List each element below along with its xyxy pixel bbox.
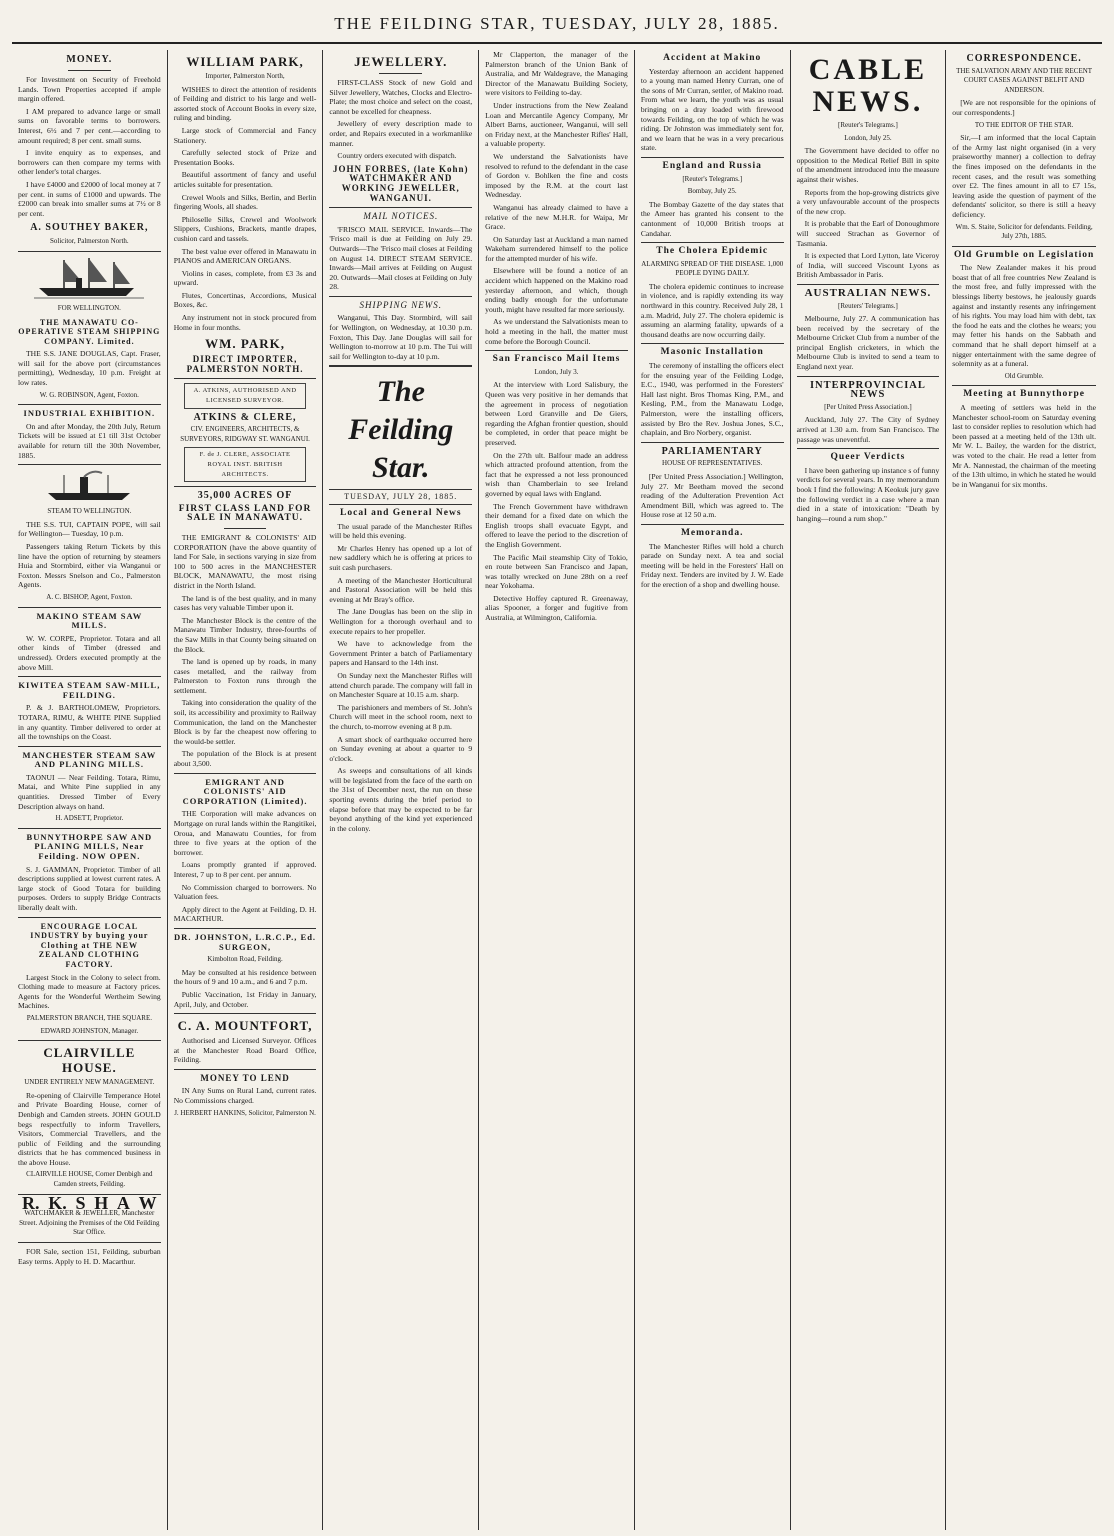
cable-news-para: Reports from the hop-growing districts give a very unfavourable account of the prospects of the new crop. bbox=[796, 187, 940, 216]
column-6 bbox=[791, 50, 947, 1530]
money-para: I AM prepared to advance large or small sums on favorable terms to borrowers. Interest, 6½ and 7 per cent.—according to amount required; 8 per cent. small sums. bbox=[18, 106, 161, 145]
interprovincial-heading: INTERPROVINCIAL NEWS bbox=[809, 379, 926, 401]
rks-letter: K. bbox=[48, 1192, 67, 1213]
money-heading: MONEY. bbox=[66, 54, 113, 65]
mountfort-body: Authorised and Licensed Surveyor. Offices at the Manchester Road Board Office, Feilding. bbox=[173, 1036, 317, 1065]
news-para: Mr Clapperton, the manager of the Palmerston branch of the Union Bank of Australia, and Mr Waldegrave, the Managing Director of the Manawatu Building Society, were visitors to Feilding to-day. bbox=[485, 50, 628, 98]
tui-body: Passengers taking Return Tickets by this line have the option of returning by steamers Huia and Stormbird, either via Wanganui or Foxton. Messrs Snelson and Co., Palmerston Agents. bbox=[18, 542, 161, 590]
corporation-para: No Commission charged to borrowers. No Valuation fees. bbox=[173, 882, 317, 902]
old-grumble-heading: Old Grumble on Legislation bbox=[953, 249, 1095, 260]
old-grumble-body: The New Zealander makes it his proud boast that of all free countries New Zealand is the most free, and fully impressed with the blessings liberty bestows, he jealously guards against and instantly resents any infringement of his rights. You may load him with debt, tax the food he eats and the clothes he wears; you may fetter his hands on the Sabbath and command that he shall deport himself at a nigger entertainment with the same degree of solemnity as at a funeral. bbox=[952, 263, 1096, 369]
correspondence-body: Sir,—I am informed that the local Captain of the Army last night organised (in a very praiseworthy manner) a collection to defray the fines imposed on the defendants in the recent cases, and the result was something over £2. The fines amount in all to £7 15s, leaving aside the question of payment of the defendants' solicitor, so there is still a heavy deficiency. bbox=[952, 133, 1096, 219]
clairville-tail: CLAIRVILLE HOUSE, Corner Denbigh and Camden streets, Feilding. bbox=[26, 1170, 153, 1189]
sf-mail-para: The Pacific Mail steamship City of Tokio, en route between San Francisco and Japan, was totally wrecked on June 28th on a reef near Yokohama. bbox=[485, 552, 628, 591]
park-para: Flutes, Concertinas, Accordions, Musical Boxes, &c. bbox=[173, 290, 317, 310]
exhibition-heading: INDUSTRIAL EXHIBITION. bbox=[23, 408, 156, 419]
money-para: For Investment on Security of Freehold Lands. Town Properties accepted if ample margin offered. bbox=[18, 75, 161, 104]
correspondence-to: TO THE EDITOR OF THE STAR. bbox=[974, 120, 1074, 129]
cholera-sub: ALARMING SPREAD OF THE DISEASE. 1,000 PEOPLE DYING DAILY. bbox=[641, 259, 784, 278]
park-para: Violins in cases, complete, from £3 3s and upward. bbox=[173, 268, 317, 288]
park-sub: Importer, Palmerston North, bbox=[205, 72, 285, 80]
atkins-clere-sub: CIV. ENGINEERS, ARCHITECTS, & SURVEYORS, RIDGWAY ST. WANGANUI. bbox=[180, 425, 310, 443]
johnston-sub: Kimbolton Road, Feilding. bbox=[207, 955, 283, 964]
local-news-heading: Local and General News bbox=[340, 508, 462, 519]
corporation-para: Loans promptly granted if approved. Interest, 7 up to 8 per cent. per annum. bbox=[173, 860, 317, 879]
memoranda-body: The Manchester Rifles will hold a church parade on Sunday next. A tea and social meeting will be held in the Foresters' Hall on Friday next. Tenders are invited by J. W. Eade for the erection of a shop and dwelling house. bbox=[640, 541, 784, 589]
news-para: We understand the Salvationists have resolved to refund to the defendant in the case of Gordon v. Bohlken the fine and costs imposed by the R.M. at the court last Wednesday. bbox=[485, 151, 628, 200]
baker-title: Solicitor, Palmerston North. bbox=[50, 237, 129, 246]
old-grumble-signature: Old Grumble. bbox=[1004, 371, 1044, 380]
clere-card: F. de J. CLERE, ASSOCIATE ROYAL INST. BRITISH ARCHITECTS. bbox=[184, 447, 307, 482]
masonic-body: The ceremony of installing the officers elect for the ensuing year of the Feilding Lodge, E.C., 1940, was performed in the Foresters' Hall last night. Bros Thomas King, P.M., and Kesling, P.M., from the Manawatu Lodge, Palmerston, were the installing officers, assisted by Bro the Rev. Joshua Jones, S.C., chaplain, and Bro Norbery, organist. bbox=[640, 361, 784, 438]
acres-heading: 35,000 ACRES OF bbox=[197, 490, 293, 502]
england-russia-date: Bombay, July 25. bbox=[687, 187, 737, 196]
wellington-caption: FOR WELLINGTON. bbox=[57, 303, 121, 312]
sf-mail-para: At the interview with Lord Salisbury, the Queen was very positive in her demands that the agreement in process of negotiation between Lord Granville and De Giers, regarding the Afghan frontier question, should be completed, in order that peace might be preserved. bbox=[485, 380, 628, 447]
park-para: Philoselle Silks, Crewel and Woolwork Slippers, Cushions, Brackets, mantle drapes, cushion card and tassels. bbox=[173, 214, 317, 243]
local-news-para: The parishioners and members of St. John's Church will meet in the school room, next to the church, to-morrow evening at 8 p.m. bbox=[329, 702, 473, 731]
mail-notices-heading: MAIL NOTICES. bbox=[363, 211, 439, 222]
australian-news-heading: AUSTRALIAN NEWS. bbox=[804, 286, 932, 299]
park-para: Beautiful assortment of fancy and useful articles suitable for presentation. bbox=[173, 170, 317, 189]
rks-letter: R. bbox=[22, 1192, 40, 1213]
news-para: On Saturday last at Auckland a man named Wakeham surrendered himself to the police for the attempted murder of his wife. bbox=[485, 234, 628, 263]
lend-heading: MONEY TO LEND bbox=[200, 1072, 290, 1083]
emigrant-para: The population of the Block is at present about 3,500. bbox=[173, 749, 317, 769]
clothing-factory-heading: ENCOURAGE LOCAL INDUSTRY by buying your Clothing at THE NEW ZEALAND CLOTHING FACTORY. bbox=[30, 921, 149, 969]
jane-notice: THE S.S. JANE DOUGLAS, Capt. Fraser, will sail for the above port (circumstances permitting), Wednesday, 10 p.m. Freight at low rates. bbox=[18, 349, 161, 388]
emigrant-para: The land is of the best quality, and in many cases has very valuable Timber upon it. bbox=[173, 593, 317, 613]
local-news-para: A smart shock of earthquake occurred here on Sunday evening at about a quarter to 9 o'clock. bbox=[329, 734, 473, 763]
cable-news-para: The Government have decided to offer no opposition to the Medical Relief Bill in spite of the amendment introduced into the measure against their wishes. bbox=[796, 146, 940, 184]
accident-heading: Accident at Makino bbox=[663, 53, 762, 63]
mountfort-heading: C. A. MOUNTFORT, bbox=[177, 1018, 313, 1034]
acres-sub: FIRST CLASS LAND FOR SALE IN MANAWATU. bbox=[178, 503, 312, 524]
sf-mail-para: On the 27th ult. Balfour made an address which attracted profound attention, from the fact that he expressed a not less pronounced wish than Chamberlain to see Ireland governed by equal laws with England. bbox=[485, 450, 628, 498]
park-para: Large stock of Commercial and Fancy Stationery. bbox=[173, 125, 317, 145]
local-news-para: A meeting of the Manchester Horticultural and Pastoral Association will be held this evening at Mr Bray's office. bbox=[329, 575, 473, 604]
rks-letter: A bbox=[116, 1192, 130, 1213]
corporation-agent: Apply direct to the Agent at Feilding, D. H. MACARTHUR. bbox=[173, 904, 317, 924]
wm-park-heading: WM. PARK, bbox=[205, 336, 285, 352]
manchester-mills-body: TAONUI — Near Feilding. Totara, Rimu, Matai, and White Pine supplied in any quantities. Dressed Timber of Every Description always on hand. bbox=[18, 772, 161, 811]
corporation-para: THE Corporation will make advances on Mortgage on rural lands within the Rangitikei, Oroua, and Manawatu Counties, for from three to five years at the option of the borrower. bbox=[173, 809, 317, 857]
correspondence-sub: THE SALVATION ARMY AND THE RECENT COURT CASES AGAINST BELFIT AND ANDERSON. bbox=[956, 66, 1093, 94]
jewellery-para: FIRST-CLASS Stock of new Gold and Silver Jewellery, Watches, Clocks and Electro-Plate; the most choice and select on the coast, cannot be excelled for cheapness. bbox=[329, 78, 473, 116]
england-russia-heading: England and Russia bbox=[662, 160, 762, 171]
interprovincial-body: Auckland, July 27. The City of Sydney arrived at 1.30 a.m. from San Francisco. The passage was uneventful. bbox=[796, 415, 940, 444]
column-1 bbox=[12, 50, 168, 1530]
australian-news-body: Melbourne, July 27. A communication has been received by the secretary of the Melbourne Cricket Club from a number of the principal English cricketers, in which the Melbourne Club is invited to send a team to England next year. bbox=[796, 314, 940, 372]
makino-heading: MAKINO STEAM SAW MILLS. bbox=[36, 610, 143, 631]
baker-name: A. SOUTHEY BAKER, bbox=[30, 222, 149, 234]
memoranda-heading: Memoranda. bbox=[680, 527, 744, 538]
lend-body: IN Any Sums on Rural Land, current rates. No Commissions charged. bbox=[173, 1086, 317, 1106]
column-7 bbox=[946, 50, 1102, 1530]
england-russia-body: The Bombay Gazette of the day states that the Ameer has granted his consent to the cantonment of 10,000 British troops at Candahar. bbox=[640, 199, 784, 238]
shipping-heading: SHIPPING NEWS. bbox=[359, 299, 443, 310]
johnston-heading: DR. JOHNSTON, L.R.C.P., Ed. SURGEON, bbox=[174, 931, 317, 952]
steam-caption: STEAM TO WELLINGTON. bbox=[47, 507, 132, 516]
local-news-para: As sweeps and consultations of all kinds will be legislated from the face of the earth on the 31st of December next, the run on these sporting events during the brief period to elapse before that may be expected to be far beyond anything of the kind yet experienced in the colony. bbox=[329, 766, 473, 833]
wm-park-sub: DIRECT IMPORTER, PALMERSTON NORTH. bbox=[186, 354, 304, 374]
bunnythorpe-mills-body: S. J. GAMMAN, Proprietor. Timber of all descriptions supplied at lowest current rates. A large stock of Good Totara for building purposes. Orders to supply Bridge Contracts liberally dealt with. bbox=[18, 864, 161, 912]
kiwitea-heading: KIWITEA STEAM SAW-MILL, FEILDING. bbox=[18, 680, 161, 700]
column-4 bbox=[479, 50, 635, 1530]
steamer-icon bbox=[44, 469, 134, 503]
sf-mail-date: London, July 3. bbox=[534, 367, 579, 376]
rks-letter: W bbox=[138, 1192, 157, 1213]
sf-mail-para: The French Government have withdrawn their demand for a fixed date on which the English troops shall evacuate Egypt, and offered to leave the period to the discretion of the English Government. bbox=[485, 501, 628, 549]
correspondence-heading: CORRESPONDENCE. bbox=[966, 53, 1082, 64]
newspaper-title: The Feilding Star. bbox=[348, 375, 454, 485]
exhibition-body: On and after Monday, the 20th July, Return Tickets will be issued at £1 till 31st October available for return till the 30th November, 1885. bbox=[18, 421, 161, 460]
clairville-heading: CLAIRVILLE HOUSE. bbox=[43, 1045, 136, 1076]
vaccination-notice: Public Vaccination, 1st Friday in January, April, July, and October. bbox=[173, 989, 317, 1009]
australian-news-tag: [Reuters' Telegrams.] bbox=[838, 301, 898, 310]
park-para: Crewel Wools and Silks, Berlin, and Berlin fingering Wools, all shades. bbox=[173, 192, 317, 212]
england-russia-tag: [Reuter's Telegrams.] bbox=[682, 174, 743, 183]
cable-news-tag: [Reuter's Telegrams.] bbox=[838, 121, 898, 129]
johnston-body: May be consulted at his residence between the hours of 9 and 10 a.m., and 6 and 7 p.m. bbox=[173, 967, 317, 987]
cable-news-heading: CABLE NEWS. bbox=[808, 53, 928, 118]
park-para: Any instrument not in stock procured from Home in four months. bbox=[173, 313, 317, 332]
tui-agent: A. C. BISHOP, Agent, Foxton. bbox=[46, 592, 133, 601]
parliamentary-body: [Per United Press Association.] Wellington, July 27. Mr Beetham moved the second reading of the Adulteration Prevention Act Amendment Bill, which was agreed to. The House rose at 12 50 a.m. bbox=[640, 471, 784, 520]
mail-notices-body: 'FRISCO MAIL SERVICE. Inwards—The 'Frisco mail is due at Feilding on July 29. Outwards—The 'Frisco mail closes at Feilding on August 14. DIRECT STEAM SERVICE. Inwards—Mail arrives at Feilding on August 20. Outwards—Mail closes at Feilding on July 28. bbox=[329, 224, 473, 292]
local-news-para: The usual parade of the Manchester Rifles will be held this evening. bbox=[329, 521, 473, 541]
park-heading: WILLIAM PARK, bbox=[186, 54, 304, 69]
queer-verdicts-body: I have been gathering up instance s of funny verdicts for several years. In my memorandum book I find the following: A Keokuk jury gave the following verdict in a case where a man died in a state of intoxication: "Death by hanging—round a rum shop." bbox=[796, 465, 940, 523]
corporation-heading: EMIGRANT AND COLONISTS' AID CORPORATION (Limited). bbox=[182, 776, 308, 806]
local-news-para: On Sunday next the Manchester Rifles will attend church parade. The company will fall in on Manchester Square at 10.15 a.m. sharp. bbox=[329, 670, 473, 700]
cholera-heading: The Cholera Epidemic bbox=[656, 246, 769, 257]
forbes-heading: JOHN FORBES, (late Kohn) WATCHMAKER AND WORKING JEWELLER, WANGANUI. bbox=[333, 163, 469, 203]
queer-verdicts-heading: Queer Verdicts bbox=[830, 452, 906, 463]
newspaper-columns bbox=[12, 50, 1102, 1530]
park-para: WISHES to direct the attention of residents of Feilding and district to his large and well-assorted stock of Account Books in every size, ruling and binding. bbox=[173, 84, 317, 123]
news-para: Under instructions from the New Zealand Loan and Mercantile Agency Company, Mr Albert Barns, auctioneer, Wanganui, will sell on Friday next, at the Manchester Rifles' Hall, a valuable property. bbox=[485, 100, 628, 149]
rks-letter: S bbox=[75, 1192, 86, 1213]
makino-body: W. W. CORPE, Proprietor. Totara and all other kinds of Timber (dressed and undressed). Orders executed promptly at the above Mill. bbox=[18, 633, 161, 672]
bunnythorpe-meeting-body: A meeting of settlers was held in the Manchester school-room on Saturday evening last to consider replies to resolution which had been passed at a meeting held of the 13th ult. Mr W. L. Bailey, the warden for the district, was voted to the chair. He read a letter from Mr A. Nannestad, the chairman of the meeting of the 13th ultimo, in which he stated he would be in Wanganui for six months. bbox=[952, 403, 1096, 489]
parliamentary-heading: PARLIAMENTARY bbox=[661, 445, 763, 457]
rks-letter: H bbox=[94, 1192, 109, 1213]
parliamentary-sub: HOUSE OF REPRESENTATIVES. bbox=[662, 459, 763, 468]
atkins-card: A. ATKINS, AUTHORISED AND LICENSED SURVEYOR. bbox=[184, 383, 307, 408]
jewellery-heading: JEWELLERY. bbox=[354, 54, 448, 69]
tui-notice: THE S.S. TUI, CAPTAIN POPE, will sail for Wellington— Tuesday, 10 p.m. bbox=[18, 519, 161, 539]
shipping-body: Wanganui, This Day. Stormbird, will sail for Wellington, on Wednesday, at 10.30 p.m. Foxton, This Day. Jane Douglas will sail for Wellington to-morrow at 10 p.m. The Tui will sail for Wellington to-day at 10 p.m. bbox=[329, 313, 473, 361]
cable-news-date: London, July 25. bbox=[844, 133, 892, 142]
issue-dateline: TUESDAY, JULY 28, 1885. bbox=[329, 489, 472, 505]
sf-mail-heading: San Francisco Mail Items bbox=[492, 354, 621, 365]
column-5 bbox=[635, 50, 791, 1530]
interprovincial-tag: [Per United Press Association.] bbox=[824, 402, 912, 411]
jewellery-para: Country orders executed with dispatch. bbox=[337, 151, 457, 161]
local-news-para: Mr Charles Henry has opened up a lot of new saddlery which he is offering at prices to suit cash purchasers. bbox=[329, 543, 473, 572]
emigrant-para: The land is opened up by roads, in many cases metalled, and the railway from Palmerston to Foxton runs through the settlement. bbox=[173, 657, 317, 695]
local-news-para: We have to acknowledge from the Government Printer a batch of Parliamentary papers and Hansard to the 14th inst. bbox=[329, 639, 473, 668]
local-news-para: The Jane Douglas has been on the slip in Wellington for a thorough overhaul and to execute repairs to her propeller. bbox=[329, 607, 473, 636]
emigrant-para: Taking into consideration the quality of the soil, its accessibility and proximity to Railway Communication, the land on the Manchester Block is by far the cheapest now offering to the would-be settler. bbox=[173, 698, 317, 746]
news-para: As we understand the Salvationists mean to hold a meeting in the hall, the matter must come before the Borough Council. bbox=[485, 317, 628, 346]
jewellery-para: Jewellery of every description made to order, and Repairs executed in a workmanlike manner. bbox=[329, 119, 473, 148]
cable-news-para: It is expected that Lord Lytton, late Viceroy of India, will succeed Viscount Lyons as British Ambassador in Paris. bbox=[796, 251, 940, 280]
money-para: I have £4000 and £2000 of local money at 7 per cent. in sums of £1000 and upwards. The £2000 can break into smaller sums at 7½ or 8 per cent. bbox=[18, 179, 161, 218]
bunnythorpe-meeting-heading: Meeting at Bunnythorpe bbox=[963, 389, 1085, 400]
rks-shaw-banner bbox=[18, 1192, 161, 1213]
news-para: Elsewhere will be found a notice of an accident which happened on the Makino road yesterday afternoon, and which, though ending badly enough for the unfortunate youth, might have resulted far more seriously. bbox=[485, 266, 628, 314]
column-2 bbox=[168, 50, 324, 1530]
clairville-body: Re-opening of Clairville Temperance Hotel and Private Boarding House, corner of Denbigh and Camden streets. JOHN GOULD begs respectfully to inform Travellers, Visitors, Commercial Travellers, and the public of Feilding and the surrounding districts that he has commenced business in the above House. bbox=[18, 1090, 161, 1167]
column-3 bbox=[323, 50, 479, 1530]
park-para: Carefully selected stock of Prize and Presentation Books. bbox=[173, 148, 317, 167]
clothing-manager: EDWARD JOHNSTON, Manager. bbox=[40, 1026, 139, 1035]
park-para: The best value ever offered in Manawatu in PIANOS and AMERICAN ORGANS. bbox=[173, 246, 317, 266]
kiwitea-body: P. & J. BARTHOLOMEW, Proprietors. TOTARA, RIMU, & WHITE PINE Supplied in any quantity. Timber delivered to order at all the townships on the Coast. bbox=[18, 703, 161, 742]
clairville-sub: UNDER ENTIRELY NEW MANAGEMENT. bbox=[24, 1078, 155, 1087]
bunnythorpe-mills-heading: BUNNYTHORPE SAW AND PLANING MILLS, Near Feilding. NOW OPEN. bbox=[26, 831, 153, 862]
correspondence-note: [We are not responsible for the opinions of our correspondents.] bbox=[952, 98, 1096, 117]
sf-mail-para: Detective Hoffey captured R. Greenaway, alias Spooner, a forger and fugitive from Australia, at Wilmington, California. bbox=[485, 593, 628, 623]
masthead: THE FEILDING STAR, TUESDAY, JULY 28, 1885. bbox=[12, 6, 1102, 44]
atkins-clere-heading: ATKINS & CLERE, bbox=[193, 411, 297, 423]
money-para: I invite enquiry as to expenses, and borrowers can then compare my terms with other lender's total charges. bbox=[18, 148, 161, 177]
manchester-proprietor: H. ADSETT, Proprietor. bbox=[55, 814, 124, 823]
rks-sub: WATCHMAKER & JEWELLER, Manchester Street. Adjoining the Premises of the Old Feilding Star Office. bbox=[19, 1209, 160, 1237]
cable-news-para: It is probable that the Earl of Donoughmore will succeed Strachan as Governor of Tasmania. bbox=[796, 219, 940, 248]
correspondence-signature: Wm. S. Staite, Solicitor for defendants. Feilding, July 27th, 1885. bbox=[955, 222, 1093, 241]
accident-body: Yesterday afternoon an accident happened to a young man named Henry Curran, one of the sons of Mr Curran, settler, of Makino road. From what we learn, the youth was as usual bringing on a dray loaded with firewood towards Feilding, on the top of which he was riding. Dr Johnston was immediately sent for, and we learn that he was in a very precarious state. bbox=[640, 66, 784, 153]
clothing-branch: PALMERSTON BRANCH, THE SQUARE. bbox=[26, 1013, 152, 1022]
manchester-mills-heading: MANCHESTER STEAM SAW AND PLANING MILLS. bbox=[22, 749, 157, 770]
forsale-notice: FOR Sale, section 151, Feilding, suburban Easy terms. Apply to H. D. Macarthur. bbox=[18, 1247, 161, 1266]
coop-heading: THE MANAWATU CO-OPERATIVE STEAM SHIPPING COMPANY. Limited. bbox=[18, 317, 161, 346]
emigrant-para: THE EMIGRANT & COLONISTS' AID CORPORATION (have the above quantity of land For Sale, in sections varying in size from 100 to 500 acres in the MANCHESTER BLOCK, MANAWATU, the most rising district in the North Island. bbox=[173, 532, 317, 590]
masonic-heading: Masonic Installation bbox=[660, 347, 764, 358]
steamship-icon bbox=[34, 256, 144, 300]
cholera-body: The cholera epidemic continues to increase in violence, and is rapidly extending its way northward in this country. Received July 28, 1 a.m. Madrid, July 27. The cholera epidemic is assuming an alarming fatality, upwards of a thousand deaths are now occurring daily. bbox=[640, 281, 784, 339]
emigrant-para: The Manchester Block is the centre of the Manawatu Timber Industry, three-fourths of the Saw Mills in that County being situated on the Block. bbox=[173, 615, 317, 654]
clothing-factory-body: Largest Stock in the Colony to select from. Clothing made to measure at Factory prices. Agents for the Wonderful Wertheim Sewing Machines. bbox=[18, 972, 161, 1011]
news-para: Wanganui has already claimed to have a relative of the new M.H.R. for Waipa, Mr Grace. bbox=[485, 202, 628, 232]
hankins-signature: J. HERBERT HANKINS, Solicitor, Palmerston N. bbox=[174, 1108, 316, 1117]
jane-agent: W. G. ROBINSON, Agent, Foxton. bbox=[39, 390, 139, 399]
